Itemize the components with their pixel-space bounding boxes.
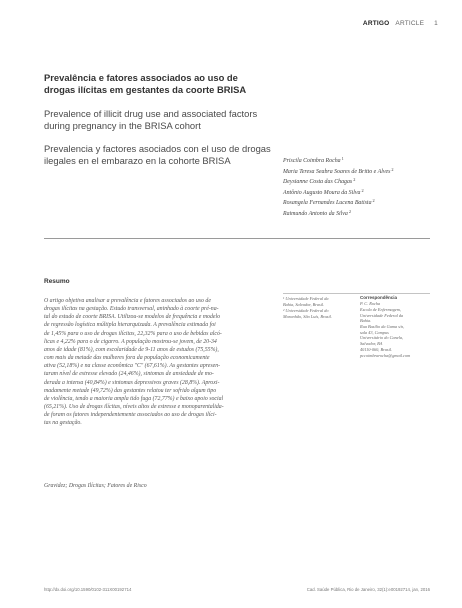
abstract-line: de foram os fatores independentemente associados ao uso de drogas ilíci- — [44, 412, 217, 419]
correspondence-line: Escola de Enfermagem, — [360, 306, 401, 312]
abstract-line: drogas ilícitas na gestação. Estudo transversal, aninhado à coorte pré-na- — [44, 306, 219, 313]
author-item — [283, 166, 453, 177]
author-item — [283, 176, 453, 187]
author-affiliation-mark: 2 — [372, 198, 375, 204]
running-header — [363, 20, 438, 27]
correspondence-block — [360, 295, 432, 358]
author-item — [283, 155, 453, 166]
affiliation-item — [283, 296, 353, 307]
title-english: Prevalence of illicit drug use and associated factors during pregnancy in the BRISA cohort — [44, 108, 258, 131]
page-number: 1 — [434, 20, 438, 27]
affiliation-line: Bahia, Salvador, Brasil. — [283, 301, 325, 307]
correspondence-line: Rua Basílio da Gama s/n, — [360, 324, 405, 330]
abstract-line: tal do estudo de coorte BRISA. Utilizou-se modelos de frequência e modelo — [44, 314, 221, 321]
correspondence-heading: Correspondência — [360, 295, 398, 300]
correspondence-divider — [283, 293, 430, 294]
section-label: ARTIGO — [362, 20, 390, 27]
affiliation-line: ¹ Universidade Federal da — [283, 296, 329, 301]
correspondence-line: Universitário do Canela, — [360, 335, 404, 341]
divider-rule — [44, 238, 430, 239]
author-item — [283, 187, 453, 198]
correspondence-line: Bahia. — [360, 318, 372, 324]
correspondence-email[interactable]: pccoimbrarocha@gmail.com — [360, 352, 411, 358]
author-affiliation-mark: 2 — [391, 166, 394, 172]
correspondence-line: 40110-060, Brasil. — [360, 346, 393, 352]
section-label-en: ARTICLE — [395, 20, 425, 27]
author-affiliation-mark: 2 — [361, 187, 364, 193]
abstract-line: anos de idade (81%), com escolaridade de 9-11 anos de estudos (75,55%), — [44, 346, 219, 353]
abstract-line: (65,21%). Uso de drogas ilícitas, níveis altos de estresse e monoparentalida- — [44, 404, 224, 411]
author-affiliation-mark: 1 — [341, 156, 344, 161]
author-list — [283, 155, 453, 219]
author-name: Deysianne Costa das Chagas — [283, 179, 353, 186]
abstract-line: taram nível de estresse elevado (24,46%), sintomas de ansiedade de mo- — [44, 371, 214, 378]
abstract-line: ativa (52,18%) e na classe econômica "C" (67,61%). As gestantes apresen- — [44, 363, 221, 370]
abstract-body — [44, 297, 271, 428]
keywords: Gravidez; Drogas Ilícitas; Fatores de Risco — [44, 483, 147, 489]
author-name: Raimundo Antonio da Silva — [283, 210, 348, 217]
author-item — [283, 197, 453, 208]
abstract-line: com mais da metade das mulheres fora da população economicamente — [44, 355, 210, 362]
author-name: Antônio Augusto Moura da Silva — [283, 189, 361, 196]
doi-link[interactable]: http://dx.doi.org/10.1590/0102-311X00192714 — [44, 587, 132, 592]
author-item — [283, 208, 453, 219]
affiliation-item — [283, 308, 353, 319]
title-portuguese: Prevalência e fatores associados ao uso de drogas ilícitas em gestantes da coorte BRISA — [44, 72, 247, 95]
affiliation-line: ² Universidade Federal do — [283, 308, 329, 314]
abstract-line: tas na gestação. — [44, 420, 82, 427]
abstract-line: O artigo objetiva analisar a prevalência e fatores associados ao uso de — [44, 298, 211, 304]
correspondence-line: Salvador, BA — [360, 341, 383, 347]
abstract-line: madamente metade (49,72%) das gestantes relatou ter sofrido algum tipo — [44, 387, 217, 394]
correspondence-line: Universidade Federal da — [360, 312, 404, 318]
affiliations — [283, 296, 353, 321]
abstract-heading: Resumo — [44, 278, 70, 285]
abstract-line: licas e 4,22% para o de cigarro. A população mostrou-se jovem, de 20-34 — [44, 338, 217, 345]
author-name: Priscila Coimbra Rocha — [283, 158, 341, 164]
abstract-line: de violência, tendo a maioria ampla tido fuga (72,77%) e baixo apoio social — [44, 395, 224, 402]
title-spanish: Prevalencia y factores asociados con el uso de drogas ilegales en el embarazo en la cohorte BRISA — [44, 143, 271, 166]
author-name: Maria Teresa Seabra Soares de Britto e Alves — [283, 168, 391, 175]
affiliation-line: Maranhão, São Luís, Brasil. — [283, 314, 332, 320]
journal-citation: Cad. Saúde Pública, Rio de Janeiro, 32(1):e00192714, jan, 2016 — [306, 587, 430, 592]
correspondence-address — [360, 301, 432, 358]
author-affiliation-mark: 2 — [353, 177, 356, 183]
correspondence-line: P. C. Rocha — [360, 301, 381, 307]
correspondence-line: sala 43, Campus — [360, 329, 389, 335]
author-affiliation-mark: 2 — [348, 208, 352, 214]
author-name: Rosangela Fernandes Lucena Batista — [283, 200, 372, 207]
abstract-line: de 1,45% para o uso de drogas ilícitas, 22,32% para o uso de bebidas alcó- — [44, 330, 222, 337]
abstract-line: derada a intensa (40,84%) e sintomas depressivos graves (28,8%). Aproxi- — [44, 379, 220, 386]
abstract-line: de regressão logística múltipla hierarquizada. A prevalência estimada foi — [44, 322, 216, 329]
